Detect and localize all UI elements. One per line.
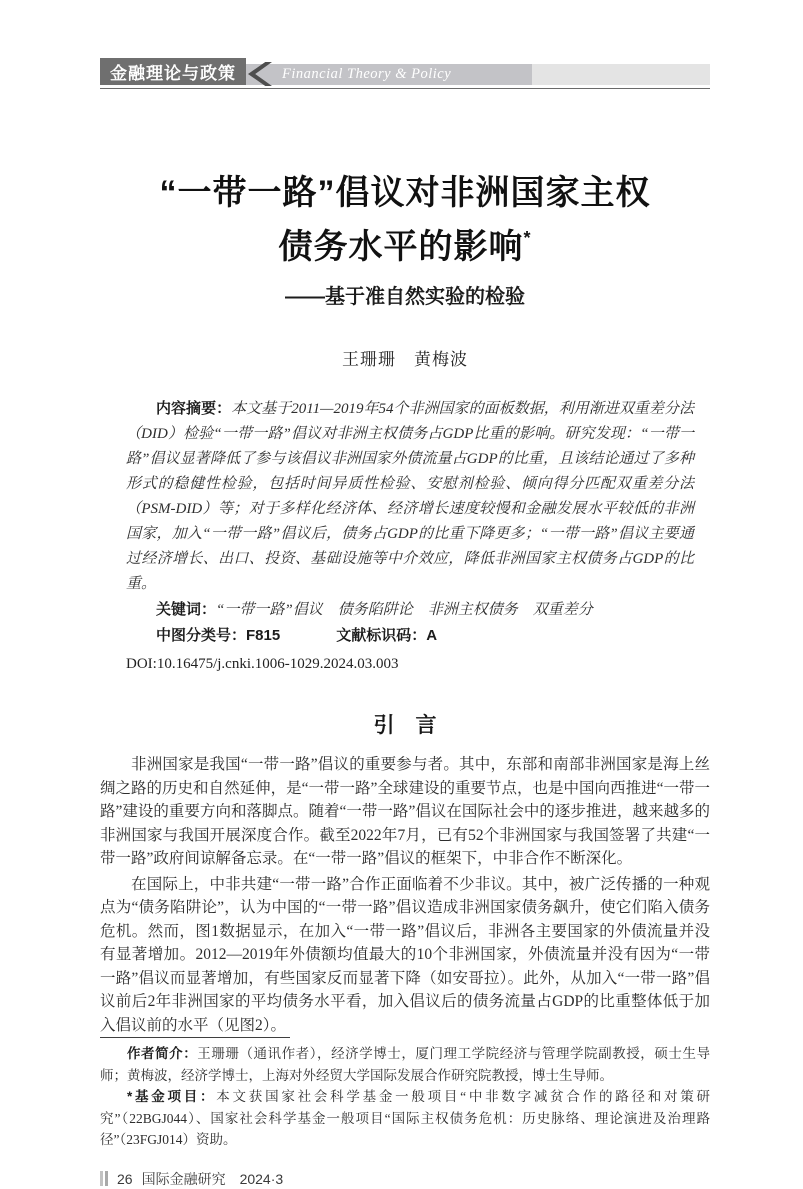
doi-line: DOI:10.16475/j.cnki.1006-1029.2024.03.003 (126, 656, 399, 672)
article-title-line1: “一带一路”倡议对非洲国家主权 (159, 174, 651, 212)
footnote-author-bio (100, 1043, 710, 1086)
footnote-author-bio-text: 王珊珊（通讯作者），经济学博士，厦门理工学院经济与管理学院副教授，硕士生导师；黄梅波，经济学博士，上海对外经贸大学国际发展合作研究院教授，博士生导师。 (100, 1046, 711, 1083)
page-footer (100, 1169, 710, 1189)
footnote-author-bio-label: 作者简介： (127, 1046, 198, 1061)
keywords-line (126, 597, 694, 623)
abstract-text: 本文基于2011—2019年54个非洲国家的面板数据，利用渐进双重差分法（DID）检验“一带一路”倡议对非洲主权债务占GDP比重的影响。研究发现：“一带一路”倡议显著降低了参与该倡议非洲国家外债流量占GDP的比重，且该结论通过了多种形式的稳健性检验，包括时间异质性检验、安慰剂检验、倾向得分匹配双重差分法（PSM-DID）等；对于多样化经济体、经济增长速度较慢和金融发展水平较低的非洲国家，加入“一带一路”倡议后，债务占GDP的比重下降更多；“一带一路”倡议主要通过经济增长、出口、投资、基础设施等中介效应，降低非洲国家主权债务占GDP的比重。 (126, 401, 694, 592)
article-title (100, 171, 710, 270)
article-authors: 王珊珊 黄梅波 (342, 350, 468, 369)
intro-paragraph-2: 在国际上，中非共建“一带一路”合作正面临着不少非议。其中，被广泛传播的一种观点为“债务陷阱论”，认为中国的“一带一路”倡议造成非洲国家债务飙升，使它们陷入债务危机。然而，图1数据显示，在加入“一带一路”倡议后，非洲各主要国家的外债流量并没有显著增加。2012—2019年外债额均值最大的10个非洲国家，外债流量并没有因为“一带一路”倡议而显著增加，有些国家反而显著下降（如安哥拉）。此外，从加入“一带一路”倡议前后2年非洲国家的平均债务水平看，加入倡议后的债务流量占GDP的比重整体低于加入倡议前的水平（见图2）。 (100, 875, 710, 1034)
footnote-funding (100, 1086, 710, 1151)
abstract-block (126, 396, 694, 677)
journal-header (100, 58, 710, 85)
doc-code-value: A (426, 627, 438, 644)
journal-section-title-en: Financial Theory & Policy (282, 66, 452, 82)
header-band-mid (246, 64, 532, 85)
intro-paragraph-1: 非洲国家是我国“一带一路”倡议的重要参与者。其中，东部和南部非洲国家是海上丝绸之路的历史和自然延伸，是“一带一路”全球建设的重要节点，也是中国向西推进“一带一路”建设的重要方向和落脚点。随着“一带一路”倡议在国际社会中的逐步推进，越来越多的非洲国家与我国开展深度合作。截至2022年7月，已有52个非洲国家与我国签署了共建“一带一路”政府间谅解备忘录。在“一带一路”倡议的框架下，中非合作不断深化。 (100, 756, 710, 867)
clc-label: 中图分类号： (156, 627, 247, 644)
footnote-funding-text: 本文获国家社会科学基金一般项目“中非数字减贫合作的路径和对策研究”（22BGJ044）、国家社会科学基金一般项目“国际主权债务危机：历史脉络、理论演进及治理路径”（23FGJ014）资助。 (100, 1089, 710, 1147)
section-heading-introduction: 引 言 (373, 714, 437, 737)
abstract-paragraph (126, 396, 694, 597)
clc-value: F815 (246, 627, 281, 644)
keywords-values: “一带一路”倡议 债务陷阱论 非洲主权债务 双重差分 (216, 602, 593, 618)
article-subtitle: ——基于准自然实验的检验 (285, 286, 525, 308)
footnote-funding-label: *基金项目： (127, 1089, 217, 1104)
page-number: 26 (117, 1170, 133, 1187)
page-bottom-area (100, 1037, 710, 1189)
title-block (100, 89, 710, 370)
classification-line (126, 623, 694, 649)
doc-code-label: 文献标识码： (336, 627, 427, 644)
journal-section-badge (100, 58, 246, 85)
footer-marker-icon (100, 1171, 108, 1186)
footnote-divider (100, 1037, 290, 1038)
keywords-label: 关键词： (156, 601, 217, 618)
article-title-line2: 债务水平的影响 (278, 228, 524, 266)
chevron-left-icon (248, 62, 272, 86)
header-band-light (532, 64, 710, 85)
footer-journal-name: 国际金融研究 (141, 1170, 226, 1187)
title-footnote-marker: * (523, 228, 532, 248)
abstract-label: 内容摘要： (156, 400, 232, 417)
footer-issue: 2024·3 (239, 1170, 284, 1187)
journal-section-title: 金融理论与政策 (110, 64, 236, 83)
